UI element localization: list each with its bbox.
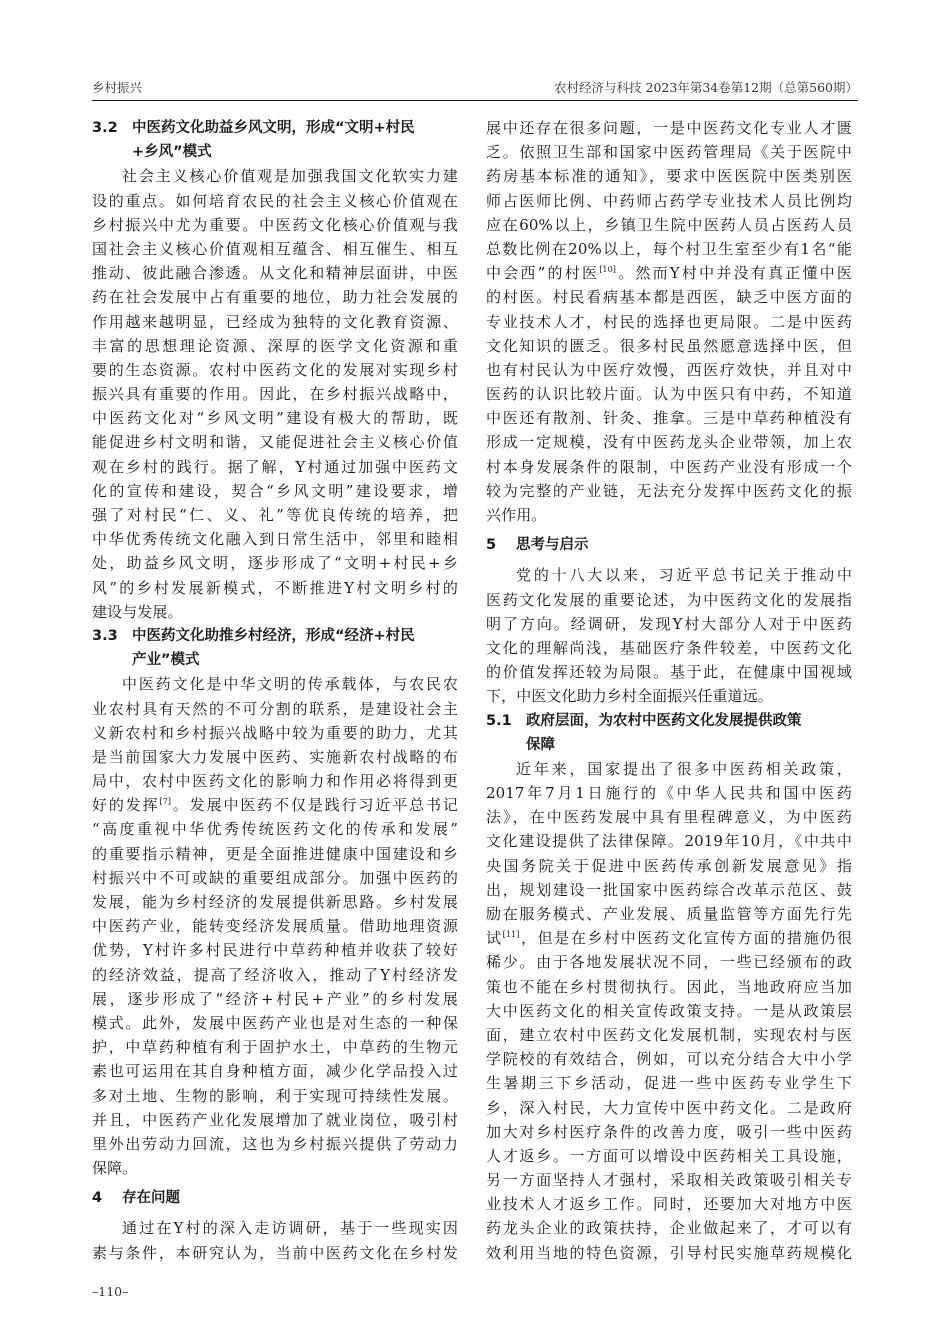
paragraph-line: 的重要指示精神，更是全面推进健康中国建设和乡 <box>92 844 458 863</box>
paragraph-line: 中华优秀传统文化融入到日常生活中，邻里和睦相 <box>92 530 458 549</box>
right-column <box>486 116 852 1265</box>
left-column <box>92 116 458 1265</box>
paragraph-line: 业农村具有天然的不可分割的联系，是建设社会主 <box>92 699 458 718</box>
paragraph-line: 药房基本标准的通知》，要求中医医院中医类别医 <box>486 167 852 186</box>
line-text: 好的发挥 <box>92 796 160 815</box>
section-heading-5 <box>486 533 852 557</box>
running-head-section: 乡村振兴 <box>92 80 143 95</box>
paragraph-line: 展，逐步形成了“经济+村民+产业”的乡村发展 <box>92 989 458 1008</box>
paragraph-line: 学院校的有效结合，例如，可以充分结合大中小学 <box>486 1050 852 1069</box>
paragraph-line: 的村医。村民看病基本都是西医，缺乏中医方面的 <box>486 288 852 307</box>
paragraph-line: 生暑期三下乡活动，促进一些中医药专业学生下 <box>486 1074 852 1093</box>
section-heading-3-2-cont: +乡风”模式 <box>132 144 212 161</box>
paragraph-line: 药在社会发展中占有重要的地位，助力社会发展的 <box>92 288 458 307</box>
paragraph-line: 作用越来越明显，已经成为独特的文化教育资源、 <box>92 312 458 331</box>
section-number: 5 <box>486 537 497 554</box>
section-number: 3.2 <box>92 120 118 136</box>
paragraph-line: 强了对村民“仁、义、礼”等优良传统的培养，把 <box>92 506 458 524</box>
section-title: 思考与启示 <box>516 537 589 554</box>
paragraph-line: 里外出劳动力回流，这也为乡村振兴提供了劳动力 <box>92 1134 458 1153</box>
line-text: 试 <box>486 929 503 948</box>
paragraph-line: 业技术人才返乡工作。同时，还要加大对地方中医 <box>486 1195 852 1214</box>
section-number: 5.1 <box>486 712 512 729</box>
line-text: ，但是在乡村中医药文化宣传方面的措施仍很 <box>519 929 852 948</box>
paragraph-line: 展中还存在很多问题，一是中医药文化专业人才匮 <box>486 119 852 137</box>
paragraph-line: 国社会主义核心价值观相互蕴含、相互催生、相互 <box>92 239 458 258</box>
paragraph-line: 乡村振兴中尤为重要。中医药文化核心价值观与我 <box>92 215 458 234</box>
paragraph-line: 效利用当地的特色资源，引导村民实施草药规模化 <box>486 1243 852 1262</box>
section-number: 4 <box>92 1190 103 1207</box>
paragraph-line: 处，助益乡风文明，逐步形成了“文明+村民+乡 <box>92 554 458 573</box>
paragraph-line: 素也可运用在其自身种植方面，减少化学品投入过 <box>92 1062 458 1081</box>
paragraph-line: 应在60%以上，乡镇卫生院中医药人员占医药人员 <box>486 215 852 234</box>
section-heading-3-3-cont: 产业”模式 <box>132 652 200 669</box>
paragraph-line: 义新农村和乡村振兴战略中较为重要的助力，尤其 <box>92 723 458 742</box>
paragraph-line: 乡，深入村民，大力宣传中医中药文化。二是政府 <box>486 1098 852 1117</box>
paragraph-line: 素与条件，本研究认为，当前中医药文化在乡村发 <box>92 1243 458 1262</box>
paragraph-line <box>486 261 852 285</box>
paragraph-line: 设的重点。如何培育农民的社会主义核心价值观在 <box>92 191 458 210</box>
paragraph-line: 并且，中医药产业化发展增加了就业岗位，吸引村 <box>92 1110 458 1129</box>
paragraph-line: 推动、彼此融合渗透。从文化和精神层面讲，中医 <box>92 264 458 283</box>
paragraph-line: 能促进乡村文明和谐，又能促进社会主义核心价值 <box>92 433 458 452</box>
section-heading-5-1-cont: 保障 <box>526 736 555 753</box>
paragraph-line: 中医药产业，能转变经济发展质量。借助地理资源 <box>92 917 458 936</box>
section-title: 中医药文化助益乡风文明，形成“文明+村民 <box>132 120 415 136</box>
paragraph-line: 师占医师比例、中药师占药学专业技术人员比例均 <box>486 191 852 210</box>
paragraph-line: 乏。依照卫生部和国家中医药管理局《关于医院中 <box>486 143 852 162</box>
paragraph-line: 2017年7月1日施行的《中华人民共和国中医药 <box>486 784 852 803</box>
paragraph-line: 社会主义核心价值观是加强我国文化软实力建 <box>122 167 458 186</box>
paragraph-line: 也有村民认为中医疗效慢，西医疗效快，并且对中 <box>486 360 852 379</box>
section-heading-4 <box>92 1186 458 1210</box>
paragraph-line: 是当前国家大力发展中医药、实施新农村战略的布 <box>92 747 458 766</box>
paragraph-line: 村本身发展条件的限制，中医药产业没有形成一个 <box>486 457 852 476</box>
paragraph-line: 风”的乡村发展新模式，不断推进Y村文明乡村的 <box>92 578 458 597</box>
section-title: 中医药文化助推乡村经济，形成“经济+村民 <box>132 627 415 644</box>
paragraph-line: 要的生态资源。农村中医药文化的发展对实现乡村 <box>92 360 458 379</box>
paragraph-line: 专业技术人才，村民的选择也更局限。二是中医药 <box>486 312 852 331</box>
line-text: 。然而Y村中并没有真正懂中医 <box>616 264 852 283</box>
line-text: 。发展中医药不仅是践行习近平总书记 <box>171 796 458 815</box>
section-heading-3-3 <box>92 624 458 648</box>
paragraph-line: 下，中医文化助力乡村全面振兴任重道远。 <box>486 687 773 706</box>
paragraph-line: 中医药文化对“乡风文明”建设有极大的帮助，既 <box>92 409 458 428</box>
paragraph-line: 央国务院关于促进中医药传承创新发展意见》指 <box>486 856 852 875</box>
section-heading-3-2 <box>92 116 458 140</box>
paragraph-line: 的价值发挥还较为局限。基于此，在健康中国视域 <box>486 663 852 682</box>
paragraph-line: 中医药文化是中华文明的传承载体，与农民农 <box>122 675 458 694</box>
paragraph-line: 大中医药文化的相关宣传政策支持。一是从政策层 <box>486 1001 852 1020</box>
paragraph-line: 出，规划建设一批国家中医药综合改革示范区、鼓 <box>486 880 852 899</box>
paragraph-line: 优势，Y村许多村民进行中草药种植并收获了较好 <box>92 941 458 960</box>
paragraph-line <box>486 926 852 950</box>
paragraph-line: 村振兴中不可或缺的重要组成部分。加强中医药的 <box>92 868 458 887</box>
paragraph-line: 励在服务模式、产业发展、质量监管等方面先行先 <box>486 905 852 923</box>
paragraph-line: 文化知识的匮乏。很多村民虽然愿意选择中医，但 <box>486 336 852 355</box>
paragraph-line: 模式。此外，发展中医药产业也是对生态的一种保 <box>92 1013 458 1032</box>
citation: [7] <box>159 797 172 807</box>
paragraph-line: 文化建设提供了法律保障。2019年10月，《中共中 <box>486 832 852 851</box>
paragraph-line: 稀少。由于各地发展状况不同，一些已经颁布的政 <box>486 953 852 972</box>
paragraph-line: 多对土地、生物的影响，利于实现可持续性发展。 <box>92 1086 458 1105</box>
paragraph-line: 通过在Y村的深入走访调研，基于一些现实因 <box>122 1219 458 1238</box>
paragraph-line: 的经济效益，提高了经济收入，推动了Y村经济发 <box>92 965 458 984</box>
section-heading-5-1 <box>486 709 852 733</box>
section-number: 3.3 <box>92 627 118 644</box>
paragraph-line: 振兴具有重要的作用。因此，在乡村振兴战略中， <box>92 385 458 404</box>
paragraph-line: 党的十八大以来，习近平总书记关于推动中 <box>516 566 852 585</box>
paragraph-line: 文化的理解尚浅，基础医疗条件较差，中医药文化 <box>486 638 852 657</box>
paragraph-line: 明了方向。经调研，发现Y村大部分人对于中医药 <box>486 614 852 633</box>
line-text: 中会西”的村医 <box>486 264 600 283</box>
running-head <box>92 78 858 100</box>
section-title: 政府层面，为农村中医药文化发展提供政策 <box>526 712 802 729</box>
paragraph-line: 总数比例在20%以上，每个村卫生室至少有1名“能 <box>486 239 852 258</box>
paragraph-line: 形成一定规模，没有中医药龙头企业带领，加上农 <box>486 433 852 452</box>
paragraph-line: 另一方面坚持人才强村，采取相关政策吸引相关专 <box>486 1171 852 1190</box>
paragraph-line: 较为完整的产业链，无法充分发挥中医药文化的振 <box>486 481 852 500</box>
citation: [11] <box>502 930 520 940</box>
paragraph-line: 人才返乡。一方面可以增设中医药相关工具设施， <box>486 1146 852 1165</box>
citation: [10] <box>599 265 617 275</box>
header-rule <box>92 100 858 101</box>
paragraph-line: 中医还有散剂、针灸、推拿。三是中草药种植没有 <box>486 409 852 428</box>
paragraph-line <box>92 793 458 817</box>
paragraph-line: 策也不能在乡村贯彻执行。因此，当地政府应当加 <box>486 977 852 996</box>
paragraph-line: 发展，能为乡村经济的发展提供新思路。乡村发展 <box>92 893 458 911</box>
paragraph-line: “高度重视中华优秀传统医药文化的传承和发展” <box>92 820 458 839</box>
page-number: –110– <box>92 1284 129 1299</box>
paragraph-line: 药龙头企业的政策扶持，企业做起来了，才可以有 <box>486 1219 852 1238</box>
paragraph-line: 面，建立农村中医药文化发展机制，实现农村与医 <box>486 1025 852 1044</box>
paragraph-line: 观在乡村的践行。据了解，Y村通过加强中医药文 <box>92 457 458 476</box>
section-title: 存在问题 <box>122 1190 180 1207</box>
paragraph-line: 法》，在中医药发展中具有里程碑意义，为中医药 <box>486 808 852 827</box>
paragraph-line: 丰富的思想理论资源、深厚的医学文化资源和重 <box>92 336 458 355</box>
paragraph-line: 保障。 <box>92 1159 138 1178</box>
paragraph-line: 兴作用。 <box>486 506 547 524</box>
running-head-journal: 农村经济与科技 2023年第34卷第12期（总第560期） <box>554 80 858 95</box>
paragraph-line: 建设与发展。 <box>92 602 183 621</box>
paragraph-line: 加大对乡村医疗条件的改善力度，吸引一些中医药 <box>486 1122 852 1141</box>
paragraph-line: 化的宣传和建设，契合“乡风文明”建设要求，增 <box>92 481 458 500</box>
paragraph-line: 医药文化发展的重要论述，为中医药文化的发展指 <box>486 590 852 609</box>
paragraph-line: 医药的认识比较片面。认为中医只有中药，不知道 <box>486 385 852 404</box>
paragraph-line: 近年来，国家提出了很多中医药相关政策， <box>516 759 852 778</box>
paragraph-line: 护，中草药种植有利于固护水土，中草药的生物元 <box>92 1038 458 1057</box>
paragraph-line: 局中，农村中医药文化的影响力和作用必将得到更 <box>92 772 458 791</box>
